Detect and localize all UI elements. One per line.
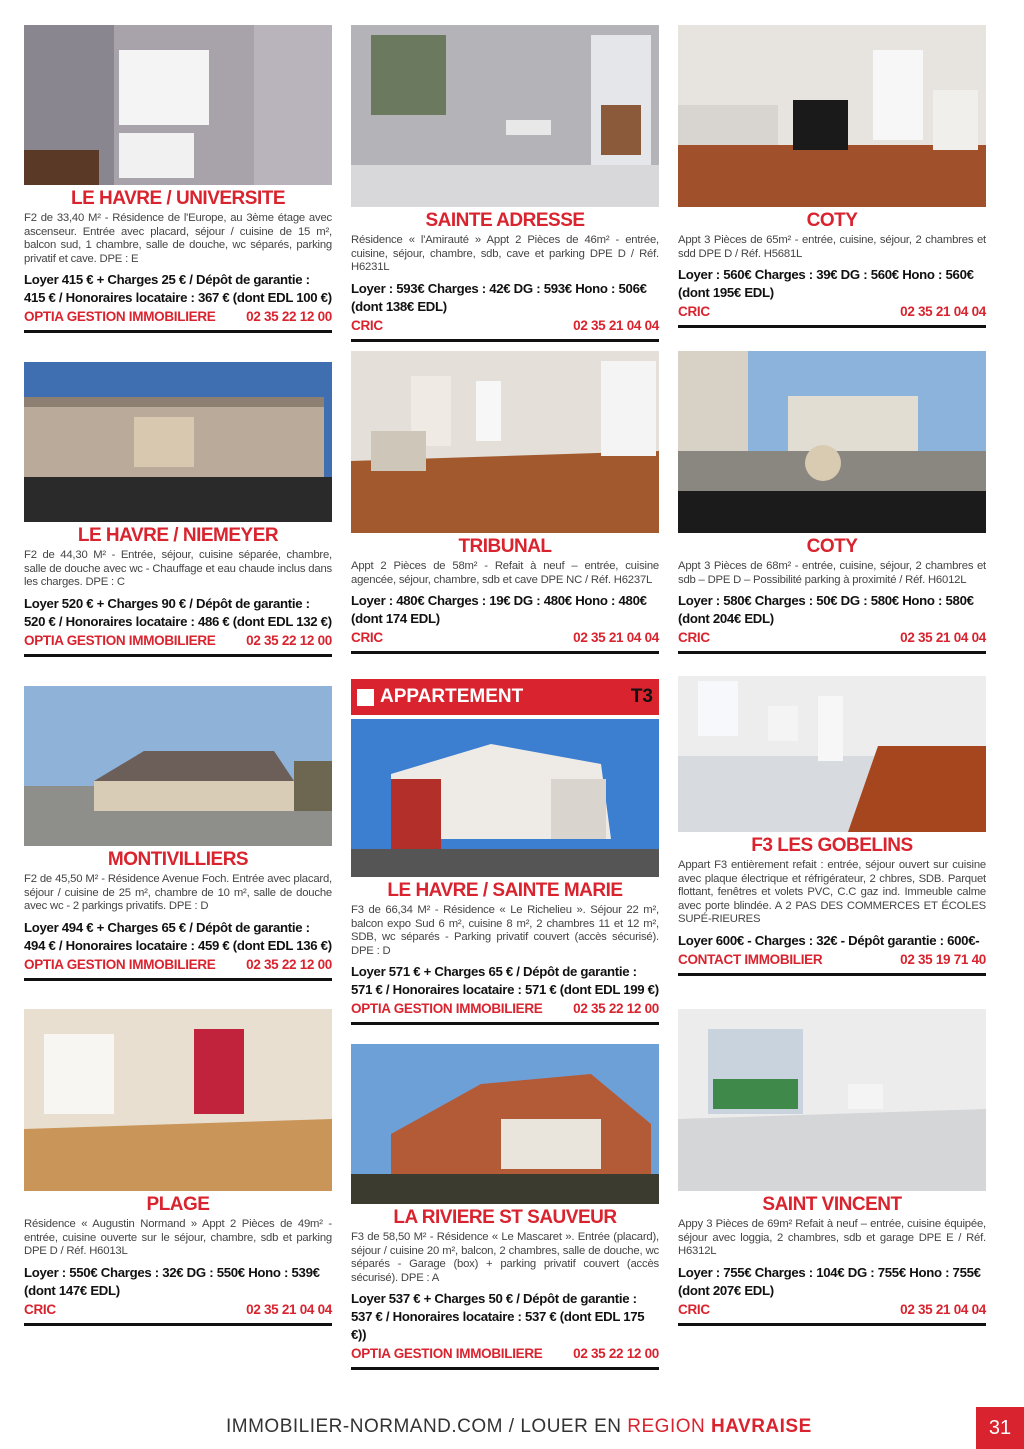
listing-photo	[24, 25, 332, 185]
listing-title: COTY	[806, 536, 858, 557]
agency-phone[interactable]: 02 35 21 04 04	[900, 630, 986, 645]
listing-agency-row	[351, 629, 659, 654]
listing-photo	[351, 719, 659, 877]
listing-photo	[678, 676, 986, 832]
agency-name[interactable]: OPTIA GESTION IMMOBILIERE	[24, 632, 216, 648]
listing-description: Résidence « l'Amirauté » Appt 2 Pièces de 46m² - entrée, cuisine, séjour, chambre, sdb, cave et parking DPE D / Réf. H6231L	[351, 234, 659, 273]
footer-site[interactable]: IMMOBILIER-NORMAND.COM	[226, 1416, 503, 1437]
listing-description: Appart F3 entièrement refait : entrée, séjour ouvert sur cuisine avec plaque électrique et réfrigérateur, 2 chbres, SDB. Parquet flottant, fenêtres et volets PVC, C.C gaz ind. Immeuble calme avec porte blindée. A 2 PAS DES COMMERCES ET ÉCOLES SUPÉ-RIEURES	[678, 859, 986, 925]
agency-name[interactable]: CRIC	[24, 1301, 56, 1317]
agency-name[interactable]: CRIC	[351, 630, 383, 645]
listing-description: Appy 3 Pièces de 69m² Refait à neuf – entrée, cuisine équipée, séjour avec loggia, 2 chambres, sdb et garage DPE E / Réf. H6312L	[678, 1218, 986, 1257]
listing-agency-row	[351, 1345, 659, 1370]
agency-phone[interactable]: 02 35 21 04 04	[246, 1301, 332, 1317]
footer-separator: /	[503, 1416, 521, 1437]
listing-price: Loyer 571 € + Charges 65 € / Dépôt de garantie : 571 € / Honoraires locataire : 571 € (dont EDL 199 €)	[351, 964, 659, 997]
listing-photo	[678, 1009, 986, 1191]
listing-price: Loyer 520 € + Charges 90 € / Dépôt de garantie : 520 € / Honoraires locataire : 486 € (dont EDL 132 €)	[24, 595, 332, 629]
listing-plage[interactable]	[24, 1009, 332, 1326]
listing-le-havre-niemeyer[interactable]	[24, 362, 332, 657]
listing-photo	[24, 686, 332, 846]
agency-phone[interactable]: 02 35 21 04 04	[573, 317, 659, 333]
footer-louer: LOUER EN	[520, 1416, 628, 1437]
listing-price: Loyer : 580€ Charges : 50€ DG : 580€ Hono : 580€ (dont 204€ EDL)	[678, 593, 974, 626]
listing-saint-vincent[interactable]	[678, 1009, 986, 1326]
listing-price: Loyer : 480€ Charges : 19€ DG : 480€ Hono : 480€ (dont 174 EDL)	[351, 593, 647, 626]
listing-agency-row	[351, 1000, 659, 1025]
listing-agency-row	[678, 629, 986, 654]
agency-phone[interactable]: 02 35 22 12 00	[573, 1001, 659, 1016]
listing-description: F3 de 66,34 M² - Résidence « Le Richelieu ». Séjour 22 m², balcon expo Sud 6 m², cuisine 8 m², 2 chambres 11 et 12 m², SDB, wc séparés - Parking privatif couvert (accès sécurisé). DPE : D	[351, 904, 659, 957]
listing-tribunal[interactable]	[351, 351, 659, 654]
listing-title: MONTIVILLIERS	[107, 849, 249, 870]
listing-agency-row	[351, 317, 659, 342]
listing-photo	[678, 351, 986, 533]
agency-name[interactable]: OPTIA GESTION IMMOBILIERE	[24, 309, 216, 324]
listing-title: COTY	[806, 210, 858, 231]
listing-price: Loyer : 593€ Charges : 42€ DG : 593€ Hono : 506€ (dont 138€ EDL)	[351, 280, 647, 314]
listing-photo	[351, 351, 659, 533]
listing-price: Loyer 415 € + Charges 25 € / Dépôt de garantie : 415 € / Honoraires locataire : 367 € (dont EDL 100 €)	[24, 272, 332, 305]
listing-agency-row	[678, 1301, 986, 1326]
listing-photo	[678, 25, 986, 207]
listing-agency-row	[24, 956, 332, 981]
agency-phone[interactable]: 02 35 22 12 00	[246, 632, 332, 648]
listing-title: LE HAVRE / UNIVERSITE	[70, 188, 285, 209]
listing-title: LE HAVRE / NIEMEYER	[77, 525, 279, 546]
agency-name[interactable]: OPTIA GESTION IMMOBILIERE	[24, 956, 216, 972]
banner-square-icon	[357, 689, 374, 706]
listing-price: Loyer 600€ - Charges : 32€ - Dépôt garantie : 600€-	[678, 932, 980, 948]
banner-type: T3	[630, 686, 653, 707]
agency-name[interactable]: OPTIA GESTION IMMOBILIERE	[351, 1346, 543, 1361]
listing-le-havre-sainte-marie[interactable]	[351, 719, 659, 1025]
listing-photo	[351, 1044, 659, 1204]
listing-agency-row	[24, 1301, 332, 1326]
page-number: 31	[976, 1407, 1024, 1449]
listing-title: SAINTE ADRESSE	[425, 210, 585, 231]
listing-photo	[24, 1009, 332, 1191]
listing-description: F3 de 58,50 M² - Résidence « Le Mascaret ». Entrée (placard), séjour / cuisine 20 m², balcon, 2 chambres, salle de douche, wc séparés - Garage (box) + parking privatif couvert (accès sécurisé). DPE : A	[351, 1231, 659, 1284]
listing-f3-les-gobelins[interactable]	[678, 676, 986, 976]
agency-phone[interactable]: 02 35 19 71 40	[900, 951, 986, 967]
listing-title: TRIBUNAL	[458, 536, 552, 557]
listing-photo	[351, 25, 659, 207]
footer-havraise: HAVRAISE	[711, 1416, 812, 1437]
agency-name[interactable]: CRIC	[678, 630, 710, 645]
listing-price: Loyer : 550€ Charges : 32€ DG : 550€ Hono : 539€ (dont 147€ EDL)	[24, 1264, 320, 1298]
agency-name[interactable]: CRIC	[678, 304, 710, 319]
agency-name[interactable]: CRIC	[351, 317, 383, 333]
listing-le-havre-universite[interactable]	[24, 25, 332, 333]
listing-description: F2 de 33,40 M² - Résidence de l'Europe, au 3ème étage avec ascenseur. Entrée avec placard, séjour / cuisine de 15 m², balcon sud, 1 chambre, salle de douche, wc séparés, parking privatif et cave. DPE : E	[24, 212, 332, 265]
listing-description: F2 de 44,30 M² - Entrée, séjour, cuisine séparée, chambre, salle de douche avec wc - Chauffage et eau chaude inclus dans les charges. DPE : C	[24, 549, 332, 588]
page-footer	[226, 1416, 812, 1438]
listing-title: LE HAVRE / SAINTE MARIE	[387, 880, 623, 901]
listing-la-riviere-st-sauveur[interactable]	[351, 1044, 659, 1370]
listing-price: Loyer 537 € + Charges 50 € / Dépôt de garantie : 537 € / Honoraires locataire : 537 € (dont EDL 175 €))	[351, 1291, 645, 1342]
listing-description: Appt 3 Pièces de 65m² - entrée, cuisine, séjour, 2 chambres et sdd DPE D / Réf. H5681L	[678, 234, 986, 260]
agency-phone[interactable]: 02 35 21 04 04	[573, 630, 659, 645]
listing-price: Loyer : 755€ Charges : 104€ DG : 755€ Hono : 755€ (dont 207€ EDL)	[678, 1264, 981, 1298]
agency-name[interactable]: OPTIA GESTION IMMOBILIERE	[351, 1001, 543, 1016]
category-banner	[351, 679, 659, 715]
listing-agency-row	[24, 308, 332, 333]
listing-agency-row	[24, 632, 332, 657]
agency-phone[interactable]: 02 35 22 12 00	[246, 956, 332, 972]
footer-region: REGION	[627, 1416, 711, 1437]
listing-agency-row	[678, 951, 986, 976]
listing-description: F2 de 45,50 M² - Résidence Avenue Foch. Entrée avec placard, séjour / cuisine de 25 m², chambre de 10 m², salle de douche avec wc - 2 parkings privatifs. DPE : D	[24, 873, 332, 912]
listing-coty-2[interactable]	[678, 351, 986, 654]
listing-title: PLAGE	[146, 1194, 210, 1215]
listing-sainte-adresse[interactable]	[351, 25, 659, 342]
agency-phone[interactable]: 02 35 21 04 04	[900, 304, 986, 319]
listing-description: Appt 2 Pièces de 58m² - Refait à neuf – entrée, cuisine agencée, séjour, chambre, sdb et cave DPE NC / Réf. H6237L	[351, 560, 659, 586]
agency-name[interactable]: CRIC	[678, 1301, 710, 1317]
listing-description: Appt 3 Pièces de 68m² - entrée, cuisine, séjour, 2 chambres et sdb – DPE D – Possibilité parking à proximité / Réf. H6012L	[678, 560, 986, 586]
agency-name[interactable]: CONTACT IMMOBILIER	[678, 951, 823, 967]
agency-phone[interactable]: 02 35 22 12 00	[573, 1346, 659, 1361]
listing-title: SAINT VINCENT	[762, 1194, 902, 1215]
listing-price: Loyer : 560€ Charges : 39€ DG : 560€ Hono : 560€ (dont 195€ EDL)	[678, 267, 974, 300]
listing-agency-row	[678, 303, 986, 328]
listing-title: F3 LES GOBELINS	[751, 835, 913, 856]
agency-phone[interactable]: 02 35 22 12 00	[246, 309, 332, 324]
banner-label: APPARTEMENT	[380, 686, 524, 707]
listing-montivilliers[interactable]	[24, 686, 332, 981]
listing-photo	[24, 362, 332, 522]
agency-phone[interactable]: 02 35 21 04 04	[900, 1301, 986, 1317]
listing-coty-1[interactable]	[678, 25, 986, 328]
listing-title: LA RIVIERE ST SAUVEUR	[393, 1207, 617, 1228]
listing-description: Résidence « Augustin Normand » Appt 2 Pièces de 49m² - entrée, cuisine ouverte sur le séjour, chambre, sdb et parking DPE D / Réf. H6013L	[24, 1218, 332, 1257]
listing-price: Loyer 494 € + Charges 65 € / Dépôt de garantie : 494 € / Honoraires locataire : 459 € (dont EDL 136 €)	[24, 919, 332, 953]
